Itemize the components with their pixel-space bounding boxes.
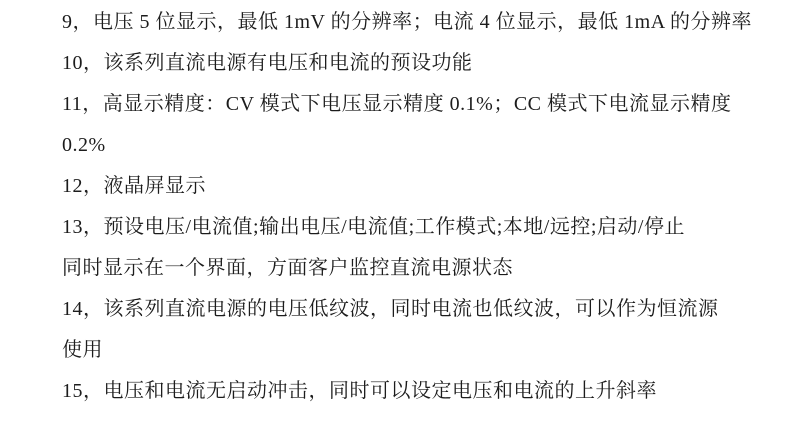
- text-line-item9: 9，电压 5 位显示，最低 1mV 的分辨率；电流 4 位显示，最低 1mA 的分辨率: [62, 11, 753, 33]
- text-line-item12: 12，液晶屏显示: [62, 175, 206, 197]
- text-line-item11: 11，高显示精度：CV 模式下电压显示精度 0.1%；CC 模式下电流显示精度: [62, 93, 732, 115]
- text-line-item13-wrap: 同时显示在一个界面，方面客户监控直流电源状态: [62, 257, 513, 279]
- text-line-item15: 15，电压和电流无启动冲击，同时可以设定电压和电流的上升斜率: [62, 380, 657, 402]
- text-line-item10: 10，该系列直流电源有电压和电流的预设功能: [62, 52, 473, 74]
- text-line-item11-wrap: 0.2%: [62, 134, 106, 156]
- spec-text-block: [62, 2, 752, 412]
- text-line-item13: 13，预设电压/电流值;输出电压/电流值;工作模式;本地/远控;启动/停止: [62, 216, 685, 238]
- text-line-item14: 14，该系列直流电源的电压低纹波，同时电流也低纹波，可以作为恒流源: [62, 298, 719, 320]
- text-line-item14-wrap: 使用: [62, 339, 103, 361]
